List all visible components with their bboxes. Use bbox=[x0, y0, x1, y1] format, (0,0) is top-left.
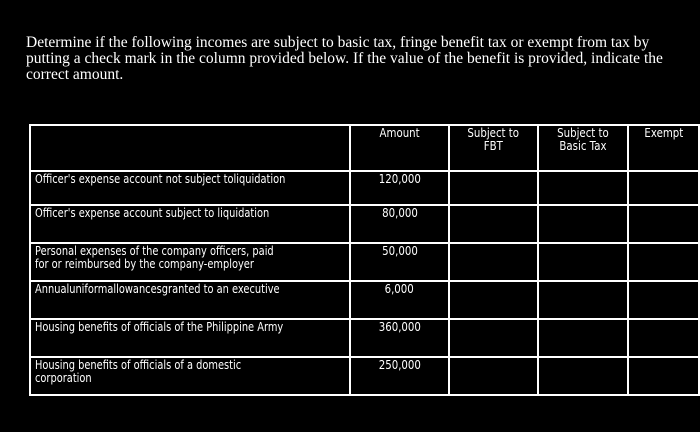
exempt-check-cell[interactable] bbox=[628, 319, 699, 357]
row-amount: 120,000 bbox=[350, 171, 449, 205]
basic-tax-check-cell[interactable] bbox=[538, 205, 628, 243]
exempt-check-cell[interactable] bbox=[628, 205, 699, 243]
row-description: Housing benefits of officials of the Philippine Army bbox=[30, 319, 350, 357]
basic-tax-check-cell[interactable] bbox=[538, 281, 628, 319]
row-amount: 250,000 bbox=[350, 357, 449, 395]
row-description: Annualuniformallowancesgranted to an executive bbox=[30, 281, 350, 319]
tax-classification-table bbox=[29, 124, 700, 396]
fbt-check-cell[interactable] bbox=[449, 281, 538, 319]
header-description bbox=[30, 125, 350, 171]
instructions-text: Determine if the following incomes are subject to basic tax, fringe benefit tax or exempt from tax by putting a check mark in the column provided below. If the value of the benefit is provided, indicate the correct amount. bbox=[26, 34, 663, 83]
basic-tax-check-cell[interactable] bbox=[538, 319, 628, 357]
table-row bbox=[30, 281, 699, 319]
basic-tax-check-cell[interactable] bbox=[538, 357, 628, 395]
exempt-check-cell[interactable] bbox=[628, 171, 699, 205]
header-amount: Amount bbox=[350, 125, 449, 171]
exempt-check-cell[interactable] bbox=[628, 243, 699, 281]
exempt-check-cell[interactable] bbox=[628, 357, 699, 395]
row-amount: 360,000 bbox=[350, 319, 449, 357]
fbt-check-cell[interactable] bbox=[449, 205, 538, 243]
row-amount: 50,000 bbox=[350, 243, 449, 281]
fbt-check-cell[interactable] bbox=[449, 319, 538, 357]
row-description: Officer's expense account not subject toliquidation bbox=[30, 171, 350, 205]
row-amount: 6,000 bbox=[350, 281, 449, 319]
table-row bbox=[30, 357, 699, 395]
row-amount: 80,000 bbox=[350, 205, 449, 243]
header-subject-to-basic-tax: Subject to Basic Tax bbox=[538, 125, 628, 171]
row-description: Housing benefits of officials of a domestic corporation bbox=[30, 357, 350, 395]
fbt-check-cell[interactable] bbox=[449, 243, 538, 281]
exempt-check-cell[interactable] bbox=[628, 281, 699, 319]
header-exempt: Exempt bbox=[628, 125, 699, 171]
basic-tax-check-cell[interactable] bbox=[538, 171, 628, 205]
basic-tax-check-cell[interactable] bbox=[538, 243, 628, 281]
header-subject-to-fbt: Subject to FBT bbox=[449, 125, 538, 171]
row-description: Personal expenses of the company officers, paid for or reimbursed by the company-employer bbox=[30, 243, 350, 281]
row-description: Officer's expense account subject to liquidation bbox=[30, 205, 350, 243]
fbt-check-cell[interactable] bbox=[449, 357, 538, 395]
fbt-check-cell[interactable] bbox=[449, 171, 538, 205]
table-header-row bbox=[30, 125, 699, 171]
table-row bbox=[30, 205, 699, 243]
table-row bbox=[30, 319, 699, 357]
table-row bbox=[30, 171, 699, 205]
table-row bbox=[30, 243, 699, 281]
